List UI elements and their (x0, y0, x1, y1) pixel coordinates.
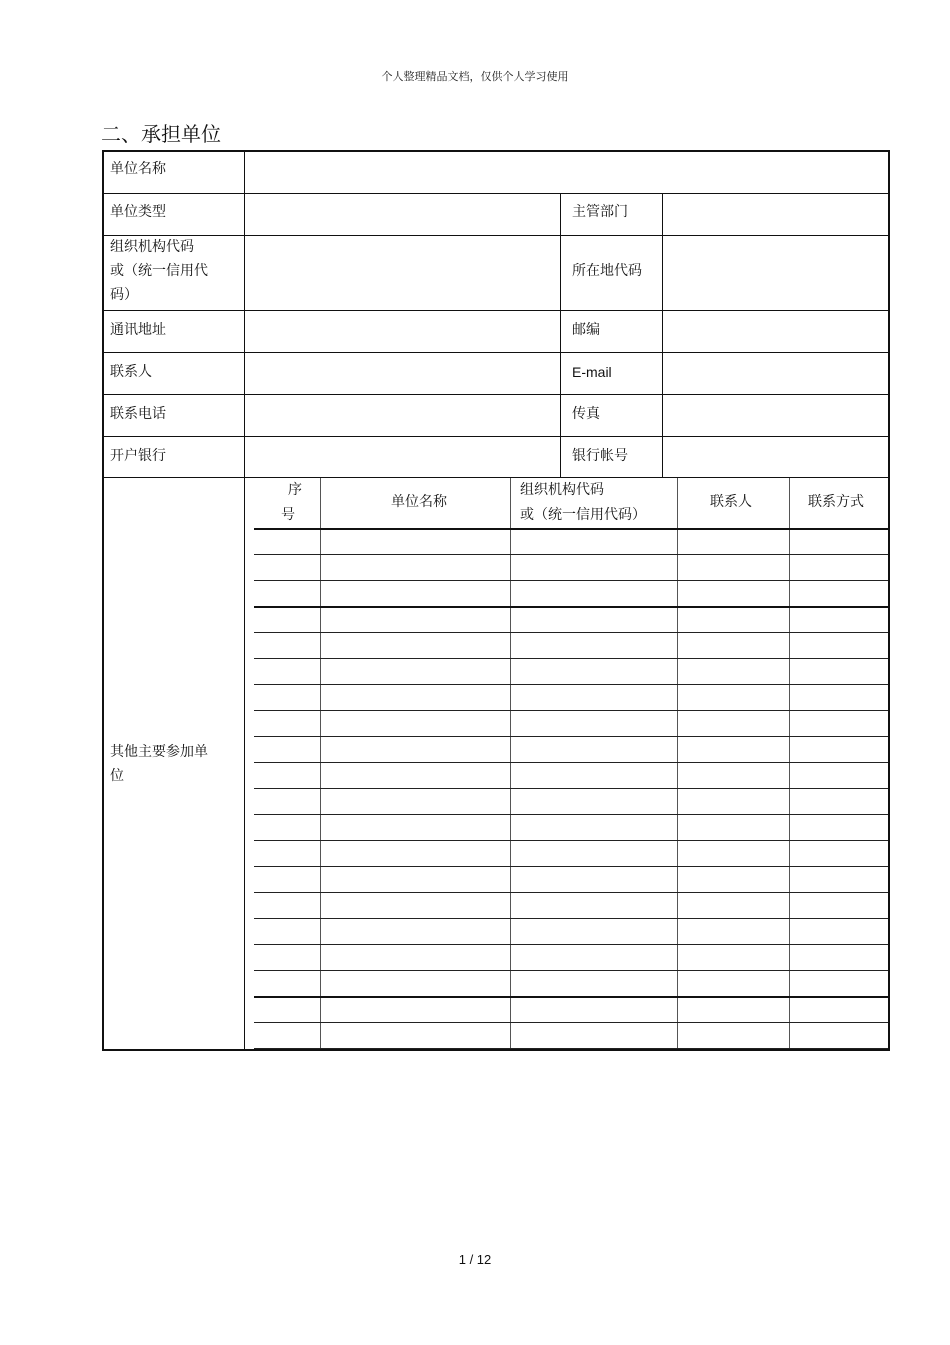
participant-name-cell[interactable] (321, 608, 510, 632)
participant-contact-cell[interactable] (678, 998, 789, 1022)
participant-contact-cell[interactable] (678, 660, 789, 684)
org-code-label-2: 或（统一信用代 (110, 263, 208, 279)
row-divider (254, 970, 888, 971)
participant-name-cell[interactable] (321, 764, 510, 788)
row-divider (254, 814, 888, 815)
participant-seq-cell[interactable] (254, 582, 320, 606)
participant-code-cell[interactable] (511, 556, 677, 580)
participant-contact-cell[interactable] (678, 582, 789, 606)
participant-code-cell[interactable] (511, 972, 677, 996)
contact-label: 联系人 (110, 364, 152, 380)
page-number: 1 / 12 (458, 1252, 492, 1267)
participant-code-cell[interactable] (511, 764, 677, 788)
col-divider (662, 193, 663, 478)
table-row (254, 556, 888, 580)
participant-name-cell[interactable] (321, 530, 510, 554)
participant-code-cell[interactable] (511, 530, 677, 554)
col-seq-header-1: 序 (288, 482, 302, 498)
row-divider (254, 554, 888, 555)
participant-seq-cell[interactable] (254, 816, 320, 840)
participant-method-cell[interactable] (790, 712, 888, 736)
postcode-field[interactable] (664, 312, 888, 351)
participant-name-cell[interactable] (321, 738, 510, 762)
participant-contact-cell[interactable] (678, 790, 789, 814)
participant-method-cell[interactable] (790, 634, 888, 658)
col-divider (244, 151, 245, 1050)
participant-name-cell[interactable] (321, 998, 510, 1022)
participant-method-cell[interactable] (790, 1024, 888, 1048)
row-divider (254, 788, 888, 789)
participant-seq-cell[interactable] (254, 920, 320, 944)
row-divider (254, 918, 888, 919)
participant-code-cell[interactable] (511, 738, 677, 762)
participant-contact-cell[interactable] (678, 972, 789, 996)
participant-code-cell[interactable] (511, 1024, 677, 1048)
participant-name-cell[interactable] (321, 686, 510, 710)
participant-contact-cell[interactable] (678, 712, 789, 736)
participant-method-cell[interactable] (790, 582, 888, 606)
participant-name-cell[interactable] (321, 790, 510, 814)
email-field[interactable] (664, 354, 888, 393)
row-divider (254, 632, 888, 633)
bank-account-label: 银行帐号 (572, 448, 628, 464)
participant-seq-cell[interactable] (254, 1024, 320, 1048)
participant-contact-cell[interactable] (678, 868, 789, 892)
participant-method-cell[interactable] (790, 530, 888, 554)
col-code-header-2: 或（统一信用代码） (520, 507, 646, 523)
phone-label: 联系电话 (110, 406, 166, 422)
participant-name-cell[interactable] (321, 868, 510, 892)
table-row (254, 972, 888, 996)
participant-code-cell[interactable] (511, 712, 677, 736)
row-divider (103, 394, 889, 395)
table-row (254, 712, 888, 736)
participant-contact-cell[interactable] (678, 920, 789, 944)
row-divider (103, 235, 889, 236)
participant-code-cell[interactable] (511, 842, 677, 866)
participant-seq-cell[interactable] (254, 842, 320, 866)
bank-label: 开户银行 (110, 448, 166, 464)
table-row (254, 686, 888, 710)
participant-name-cell[interactable] (321, 920, 510, 944)
row-divider (254, 580, 888, 581)
participant-code-cell[interactable] (511, 894, 677, 918)
row-divider (254, 866, 888, 867)
participant-name-cell[interactable] (321, 660, 510, 684)
other-units-label-1: 其他主要参加单 (110, 744, 208, 760)
other-units-label-2: 位 (110, 768, 124, 784)
table-row (254, 1024, 888, 1048)
row-divider (254, 736, 888, 737)
bank-field[interactable] (246, 438, 559, 476)
participant-seq-cell[interactable] (254, 608, 320, 632)
participant-code-cell[interactable] (511, 946, 677, 970)
participant-code-cell[interactable] (511, 998, 677, 1022)
participant-seq-cell[interactable] (254, 894, 320, 918)
participant-contact-cell[interactable] (678, 1024, 789, 1048)
participant-method-cell[interactable] (790, 738, 888, 762)
col-divider (560, 193, 561, 478)
supervisor-label: 主管部门 (572, 204, 628, 220)
participant-name-cell[interactable] (321, 816, 510, 840)
participant-name-cell[interactable] (321, 634, 510, 658)
postcode-label: 邮编 (572, 322, 600, 338)
row-divider (254, 684, 888, 685)
row-divider (103, 193, 889, 194)
participant-name-cell[interactable] (321, 972, 510, 996)
participant-contact-cell[interactable] (678, 556, 789, 580)
table-row (254, 920, 888, 944)
row-divider (254, 1022, 888, 1023)
participant-seq-cell[interactable] (254, 972, 320, 996)
participant-method-cell[interactable] (790, 998, 888, 1022)
participant-contact-cell[interactable] (678, 686, 789, 710)
participant-contact-cell[interactable] (678, 530, 789, 554)
supervisor-field[interactable] (664, 195, 888, 234)
row-divider (254, 710, 888, 711)
table-row (254, 634, 888, 658)
participant-code-cell[interactable] (511, 868, 677, 892)
row-divider (254, 840, 888, 841)
participant-name-cell[interactable] (321, 946, 510, 970)
participant-seq-cell[interactable] (254, 946, 320, 970)
col-method-header: 联系方式 (808, 494, 864, 510)
table-row (254, 608, 888, 632)
participant-method-cell[interactable] (790, 660, 888, 684)
phone-field[interactable] (246, 396, 559, 435)
table-row (254, 894, 888, 918)
participant-code-cell[interactable] (511, 686, 677, 710)
row-divider (103, 436, 889, 437)
table-row (254, 738, 888, 762)
participant-contact-cell[interactable] (678, 634, 789, 658)
participant-name-cell[interactable] (321, 842, 510, 866)
participant-contact-cell[interactable] (678, 842, 789, 866)
col-contact-header: 联系人 (710, 494, 752, 510)
address-label: 通讯地址 (110, 322, 166, 338)
participant-code-cell[interactable] (511, 660, 677, 684)
participant-method-cell[interactable] (790, 894, 888, 918)
row-divider (254, 658, 888, 659)
col-code-header-1: 组织机构代码 (520, 482, 604, 498)
participant-method-cell[interactable] (790, 972, 888, 996)
participant-method-cell[interactable] (790, 686, 888, 710)
header-note: 个人整理精品文档，仅供个人学习使用 (381, 70, 569, 83)
participant-seq-cell[interactable] (254, 634, 320, 658)
unit-name-label: 单位名称 (110, 161, 166, 177)
participant-name-cell[interactable] (321, 894, 510, 918)
participant-method-cell[interactable] (790, 920, 888, 944)
table-row (254, 764, 888, 788)
table-row (254, 946, 888, 970)
table-row (254, 868, 888, 892)
participant-contact-cell[interactable] (678, 894, 789, 918)
participant-method-cell[interactable] (790, 842, 888, 866)
table-row (254, 790, 888, 814)
participant-method-cell[interactable] (790, 790, 888, 814)
table-row (254, 530, 888, 554)
participant-seq-cell[interactable] (254, 556, 320, 580)
col-name-header: 单位名称 (391, 494, 447, 510)
row-divider (254, 762, 888, 763)
participant-method-cell[interactable] (790, 868, 888, 892)
row-divider (103, 310, 889, 311)
participant-seq-cell[interactable] (254, 686, 320, 710)
location-code-field[interactable] (664, 237, 888, 309)
participant-contact-cell[interactable] (678, 738, 789, 762)
col-seq-header-2: 号 (281, 507, 295, 523)
bank-account-field[interactable] (664, 438, 888, 476)
table-row (254, 582, 888, 606)
participant-name-cell[interactable] (321, 712, 510, 736)
unit-name-field[interactable] (246, 152, 888, 192)
participant-contact-cell[interactable] (678, 764, 789, 788)
participant-seq-cell[interactable] (254, 660, 320, 684)
fax-label: 传真 (572, 406, 600, 422)
row-divider (254, 944, 888, 945)
participant-seq-cell[interactable] (254, 530, 320, 554)
address-field[interactable] (246, 312, 559, 351)
table-row (254, 998, 888, 1022)
email-label: E-mail (572, 364, 612, 380)
participant-method-cell[interactable] (790, 608, 888, 632)
participant-name-cell[interactable] (321, 1024, 510, 1048)
table-row (254, 842, 888, 866)
participant-seq-cell[interactable] (254, 712, 320, 736)
participant-contact-cell[interactable] (678, 816, 789, 840)
participant-seq-cell[interactable] (254, 998, 320, 1022)
participant-name-cell[interactable] (321, 582, 510, 606)
location-code-label: 所在地代码 (572, 263, 642, 279)
org-code-field[interactable] (246, 237, 559, 309)
unit-type-label: 单位类型 (110, 204, 166, 220)
section-title: 二、承担单位 (101, 122, 221, 146)
participant-code-cell[interactable] (511, 920, 677, 944)
participant-code-cell[interactable] (511, 634, 677, 658)
participant-code-cell[interactable] (511, 608, 677, 632)
contact-field[interactable] (246, 354, 559, 393)
fax-field[interactable] (664, 396, 888, 435)
participant-method-cell[interactable] (790, 764, 888, 788)
row-divider (254, 892, 888, 893)
participant-contact-cell[interactable] (678, 608, 789, 632)
participant-method-cell[interactable] (790, 556, 888, 580)
org-code-label-3: 码） (110, 287, 138, 303)
participant-seq-cell[interactable] (254, 790, 320, 814)
participant-contact-cell[interactable] (678, 946, 789, 970)
row-divider (103, 352, 889, 353)
participant-code-cell[interactable] (511, 790, 677, 814)
participants-table (254, 478, 890, 1051)
participant-code-cell[interactable] (511, 582, 677, 606)
row-divider (254, 1048, 888, 1049)
org-code-label-1: 组织机构代码 (110, 239, 194, 255)
participant-seq-cell[interactable] (254, 764, 320, 788)
participant-seq-cell[interactable] (254, 868, 320, 892)
table-row (254, 816, 888, 840)
unit-type-field[interactable] (246, 195, 559, 234)
participant-method-cell[interactable] (790, 816, 888, 840)
participant-code-cell[interactable] (511, 816, 677, 840)
participant-name-cell[interactable] (321, 556, 510, 580)
participant-seq-cell[interactable] (254, 738, 320, 762)
participant-method-cell[interactable] (790, 946, 888, 970)
table-row (254, 660, 888, 684)
